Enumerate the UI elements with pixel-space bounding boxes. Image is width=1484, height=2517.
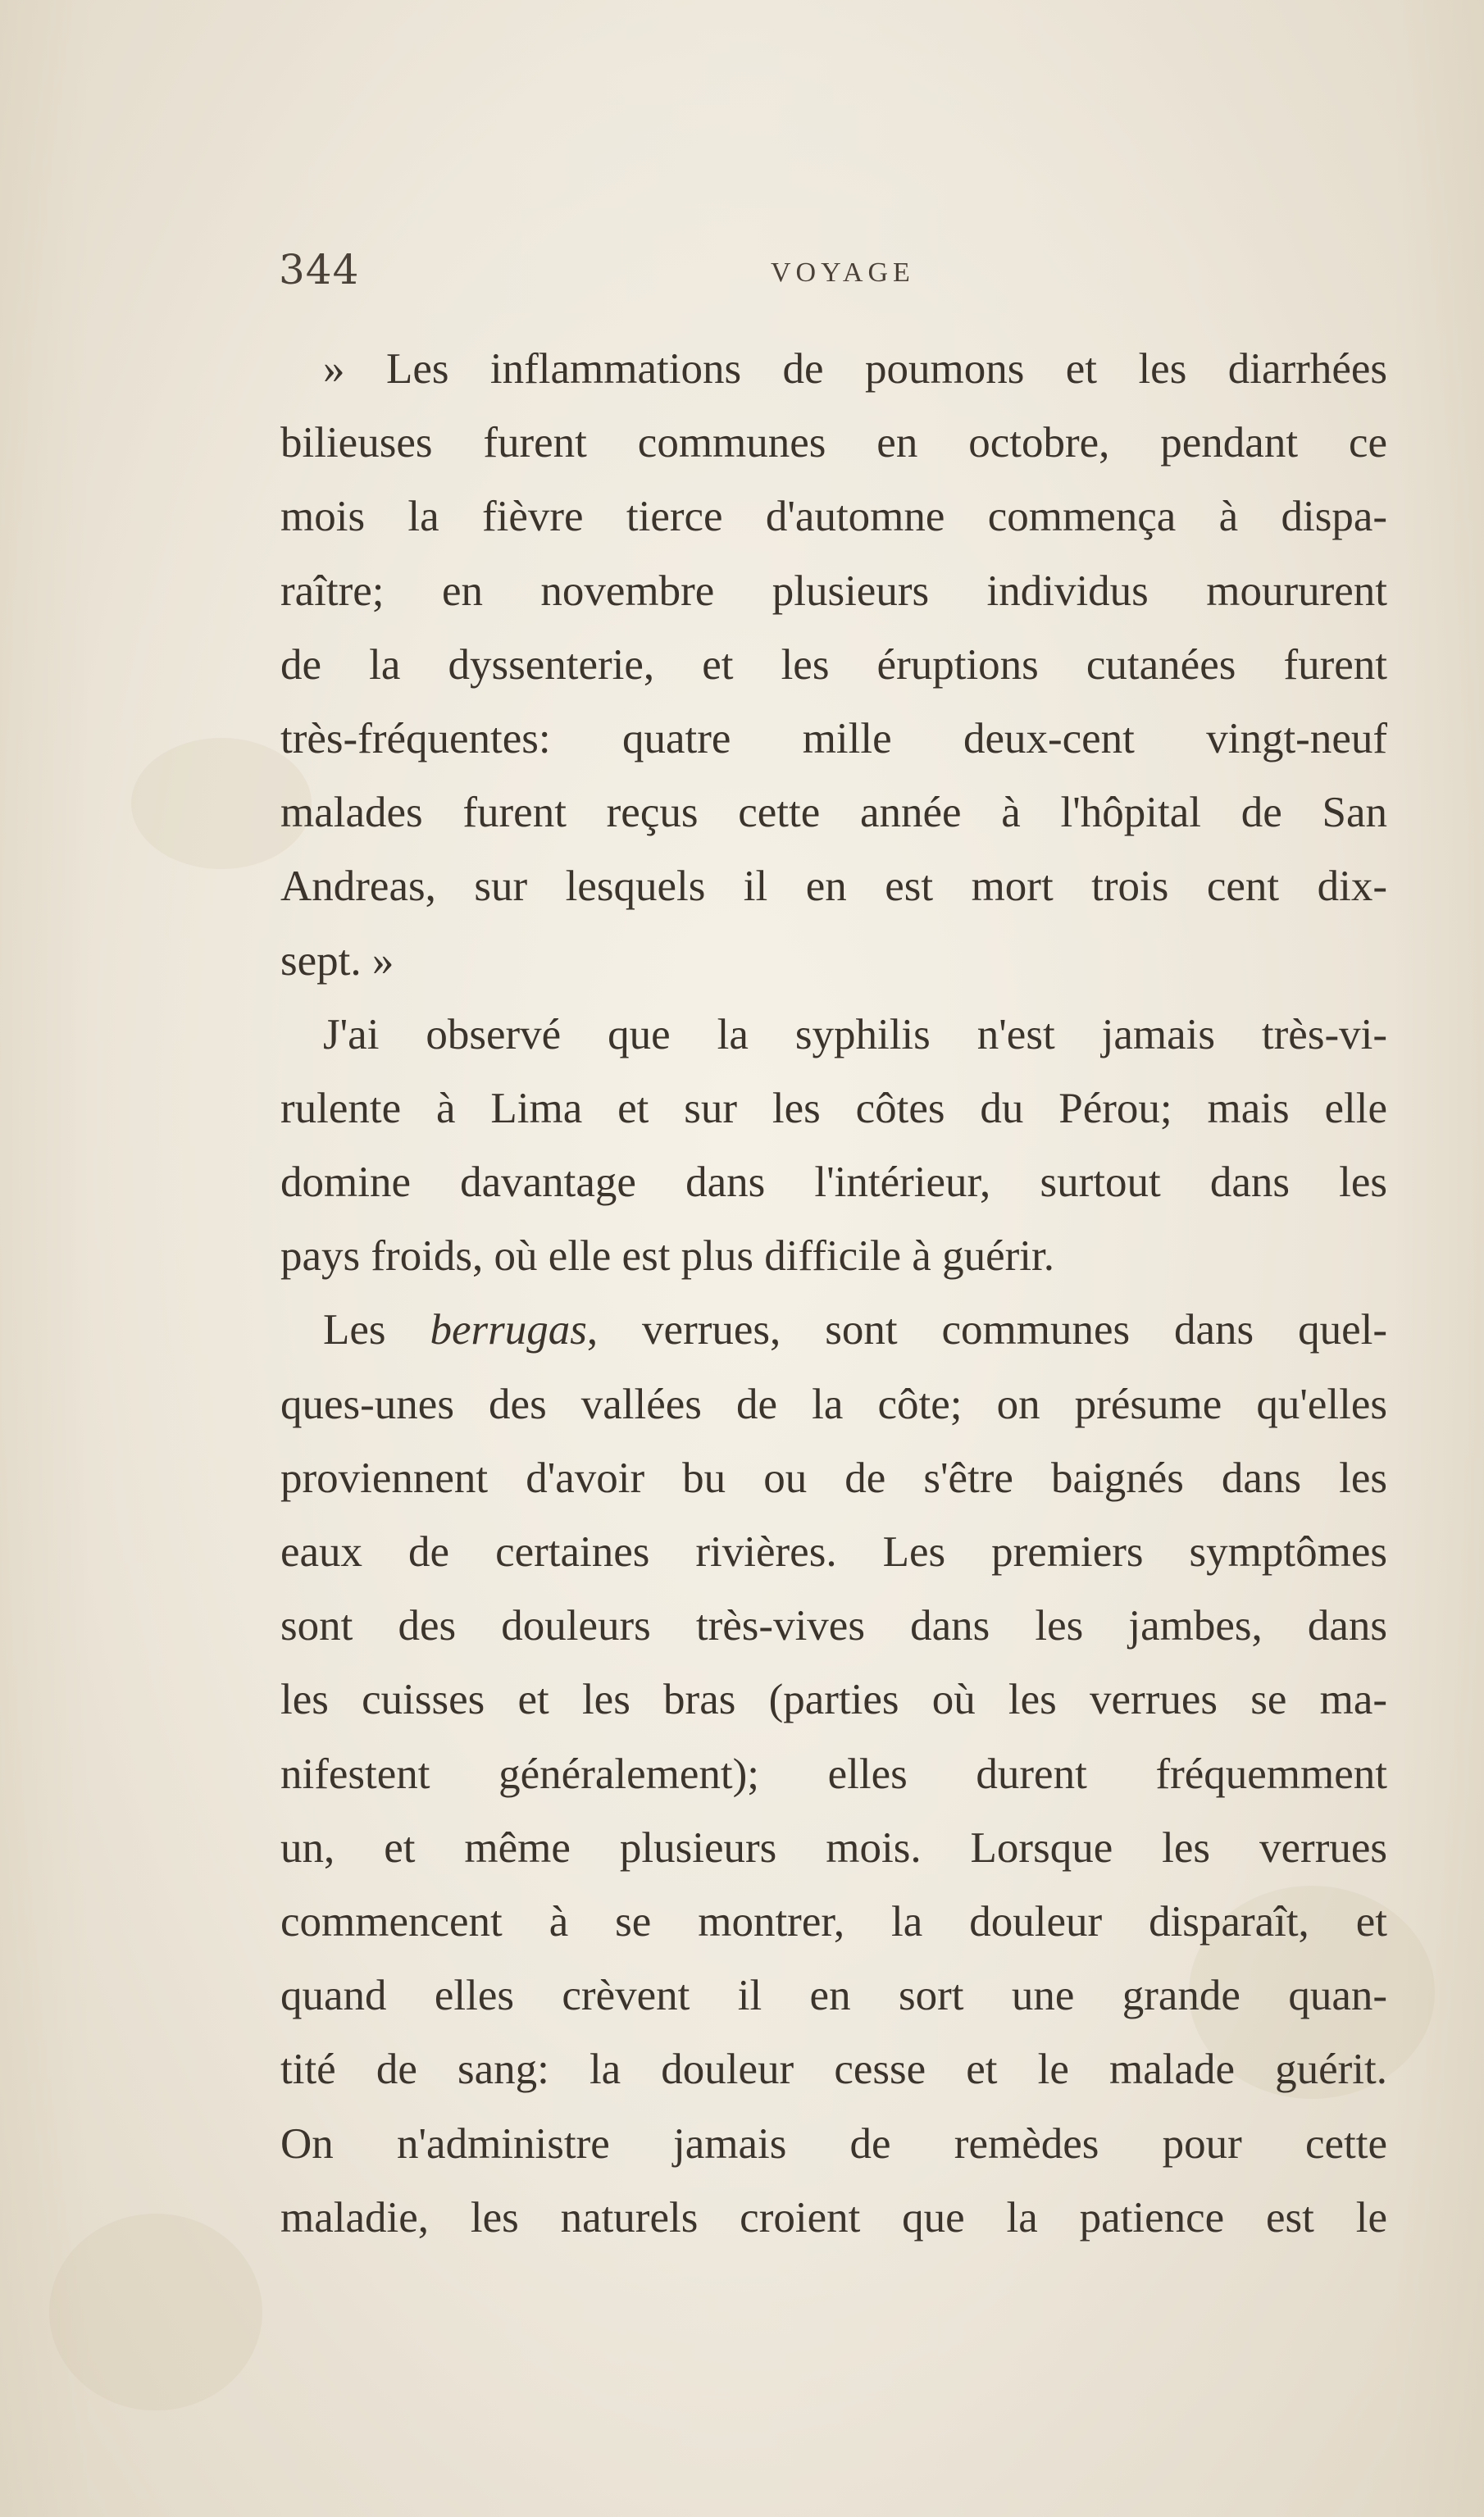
text-line: bilieuses furent communes en octobre, pendant ce [280, 419, 1387, 467]
text-line: pays froids, où elle est plus difficile à guérir. [280, 1232, 1054, 1281]
text-line: mois la fièvre tierce d'automne commença à dispa- [280, 493, 1387, 541]
text-line: un, et même plusieurs mois. Lorsque les verrues [280, 1823, 1387, 1872]
text-line: sont des douleurs très-vives dans les jambes, dans [280, 1602, 1387, 1650]
text-line: tité de sang: la douleur cesse et le malade guérit. [280, 2046, 1387, 2094]
text-line: quand elles crèvent il en sort une grande quan- [280, 1972, 1387, 2020]
text-line: les cuisses et les bras (parties où les verrues se ma- [280, 1676, 1387, 1724]
italic-term: berrugas [430, 1306, 587, 1354]
text-line: de la dyssenterie, et les éruptions cutanées furent [280, 640, 1387, 689]
text-line: On n'administre jamais de remèdes pour cette [280, 2119, 1387, 2168]
text-line: proviennent d'avoir bu ou de s'être baignés dans les [280, 1454, 1387, 1502]
text-line [280, 1293, 1387, 1367]
text-line: malades furent reçus cette année à l'hôpital de San [280, 789, 1387, 837]
running-head [279, 246, 1390, 312]
page-number: 344 [279, 246, 360, 294]
text-line: domine davantage dans l'intérieur, surtout dans les [280, 1158, 1387, 1207]
text-line: très-fréquentes: quatre mille deux-cent vingt-neuf [280, 714, 1387, 762]
text-line: maladie, les naturels croient que la patience est le [280, 2193, 1387, 2242]
paper-stain [49, 2214, 262, 2410]
body-text [280, 332, 1387, 2255]
text-line: commencent à se montrer, la douleur disparaît, et [280, 1897, 1387, 1946]
text-line: Andreas, sur lesquels il en est mort trois cent dix- [280, 863, 1387, 911]
text-line: raître; en novembre plusieurs individus moururent [280, 567, 1387, 615]
text-line: eaux de certaines rivières. Les premiers symptômes [280, 1528, 1387, 1576]
text-line: J'ai observé que la syphilis n'est jamais très-vi- [323, 1010, 1387, 1058]
text-run: , verrues, sont communes dans quel- [586, 1306, 1387, 1354]
text-line: » Les inflammations de poumons et les diarrhées [323, 345, 1387, 393]
text-line: rulente à Lima et sur les côtes du Pérou; mais elle [280, 1084, 1387, 1132]
text-line: ques-unes des vallées de la côte; on présume qu'elles [280, 1380, 1387, 1428]
running-title: VOYAGE [771, 257, 915, 288]
text-run: Les [323, 1306, 386, 1354]
text-line: sept. » [280, 936, 394, 985]
text-line: nifestent généralement); elles durent fréquemment [280, 1750, 1387, 1798]
